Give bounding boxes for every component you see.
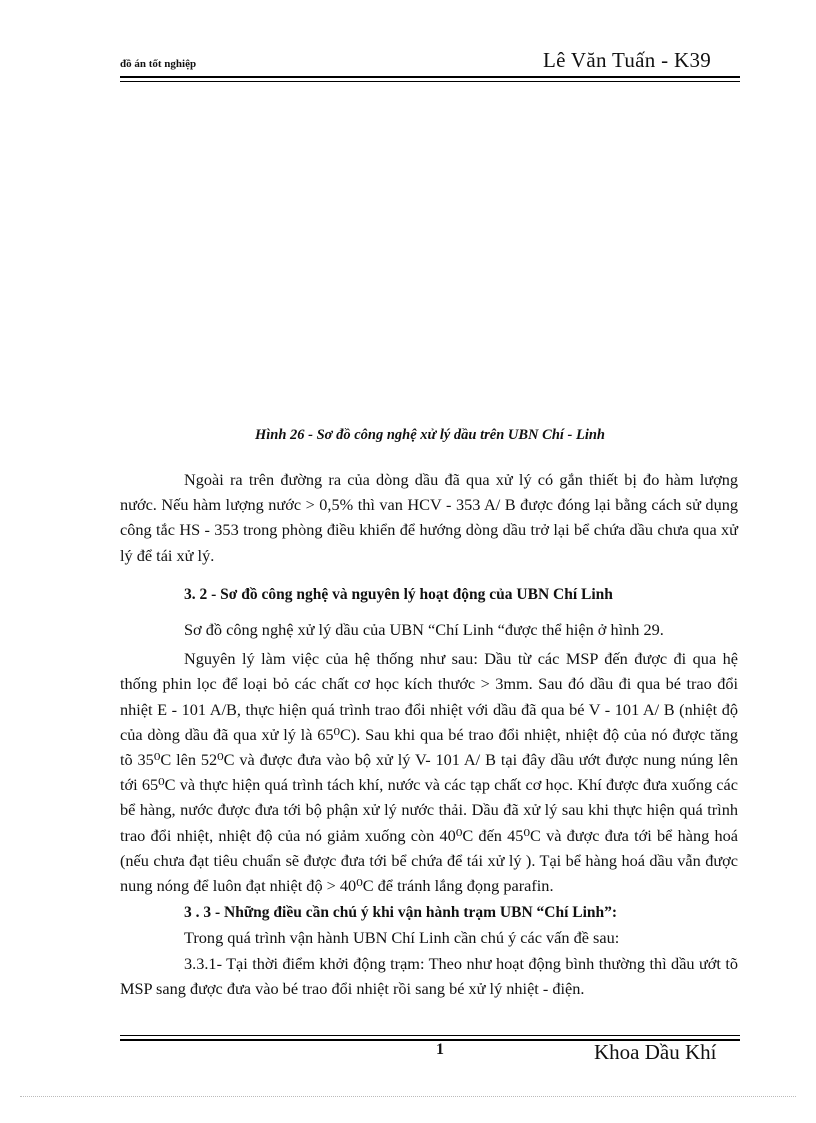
figure-caption: Hình 26 - Sơ đồ công nghệ xử lý dầu trên UBN Chí - Linh — [254, 427, 606, 443]
header-author: Lê Văn Tuấn - K39 — [543, 48, 712, 72]
page-number: 1 — [436, 1041, 444, 1058]
paragraph-water-content: Ngoài ra trên đường ra của dòng dầu đã qua xử lý có gắn thiết bị đo hàm lượng nước. Nếu hàm lượng nước > 0,5% thì van HCV - 353 A/ B được đóng lại bằng cách sử dụng công tắc HS - 353 trong phòng điều khiển để hướng dòng dầu trở lại bể chứa dầu chưa qua xử lý để tái xử lý. — [120, 470, 738, 565]
paragraph-startup: 3.3.1- Tại thời điểm khởi động trạm: Theo như hoạt động bình thường thì dầu ướt tõ MSP sang được đưa vào bé trao đổi nhiệt rồi sang bé xử lý nhiệt - điện. — [120, 953, 738, 998]
page-bottom-dotted-line — [20, 1096, 796, 1097]
footer-rule-thin — [120, 1035, 740, 1036]
section-heading-3-3: 3 . 3 - Những điều cần chú ý khi vận hành trạm UBN “Chí Linh”: — [184, 904, 618, 922]
paragraph-diagram-ref: Sơ đồ công nghệ xử lý dầu của UBN “Chí Linh “được thể hiện ở hình 29. — [184, 620, 664, 640]
paragraph-working-principle: Nguyên lý làm việc của hệ thống như sau: Dầu từ các MSP đến được đi qua hệ thống phin lọc để loại bỏ các chất cơ học kích thước > 3mm. Sau đó dầu đi qua bé trao đổi nhiệt E - 101 A/B, thực hiện quá trình trao đổi nhiệt với dầu đã qua bé V - 101 A/ B (nhiệt độ của dòng dầu đã qua xử lý là 65⁰C). Sau khi qua bé trao đổi nhiệt, nhiệt độ của nó được tăng tõ 35⁰C lên 52⁰C và được đưa vào bộ xử lý V- 101 A/ B tại đây dầu ướt được nung núng lên tới 65⁰C và thực hiện quá trình tách khí, nước và các tạp chất cơ học. Khí được đưa xuống các bể hàng, nước được đưa tới bộ phận xử lý nước thải. Dầu đã xử lý sau khi thực hiện quá trình trao đổi nhiệt, nhiệt độ của nó giảm xuống còn 40⁰C đến 45⁰C và được đưa tới bể hàng hoá (nếu chưa đạt tiêu chuẩn sẽ được đưa tới bể chứa để tái xử lý ). Tại bể hàng hoá dầu vẫn được nung nóng để luôn đạt nhiệt độ > 40⁰C để tránh lắng đọng parafin. — [120, 649, 738, 896]
footer-department: Khoa Dầu Khí — [594, 1040, 717, 1064]
section-heading-3-2: 3. 2 - Sơ đồ công nghệ và nguyên lý hoạt động của UBN Chí Linh — [184, 585, 613, 603]
document-body — [120, 467, 738, 1001]
header-rule-thin — [120, 81, 740, 82]
header-rule-thick — [120, 76, 740, 78]
header-left-title: đồ án tốt nghiệp — [120, 58, 197, 70]
paragraph-operation-notes: Trong quá trình vận hành UBN Chí Linh cần chú ý các vấn đề sau: — [184, 928, 620, 948]
